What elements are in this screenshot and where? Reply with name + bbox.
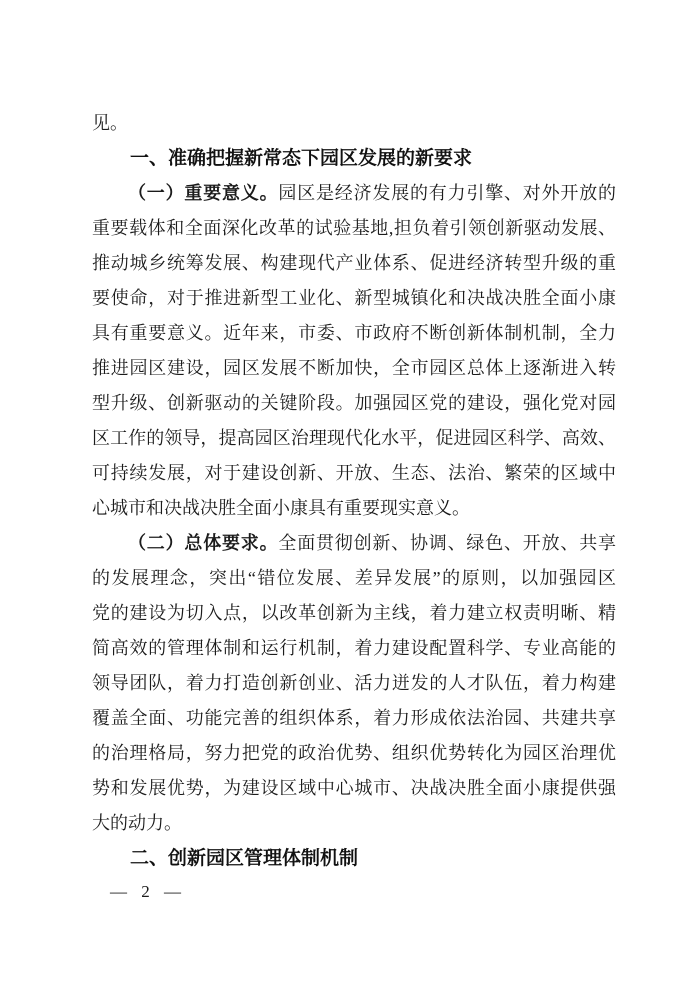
- section-heading-2: 二、创新园区管理体制机制: [130, 848, 359, 869]
- paragraph-2-line: 的发展理念，突出“错位发展、差异发展”的原则，以加强园区: [92, 568, 616, 588]
- paragraph-1-line: 要使命，对于推进新型工业化、新型城镇化和决战决胜全面小康: [92, 288, 616, 308]
- paragraph-2-line: 党的建设为切入点，以改革创新为主线，着力建立权责明晰、精: [92, 603, 616, 623]
- paragraph-1-line: 推动城乡统筹发展、构建现代产业体系、促进经济转型升级的重: [92, 253, 616, 273]
- paragraph-2-line: （二）总体要求。全面贯彻创新、协调、绿色、开放、共享: [128, 533, 616, 553]
- paragraph-continuation-line: 见。: [92, 113, 128, 133]
- document-body: [92, 106, 616, 876]
- paragraph-1-line: 推进园区建设，园区发展不断加快，全市园区总体上逐渐进入转: [92, 358, 616, 378]
- paragraph-2-line: 势和发展优势，为建设区域中心城市、决战决胜全面小康提供强: [92, 778, 616, 798]
- paragraph-1-line: 型升级、创新驱动的关键阶段。加强园区党的建设，强化党对园: [92, 393, 616, 413]
- section-heading-1: 一、准确把握新常态下园区发展的新要求: [130, 148, 473, 169]
- paragraph-1-line: 区工作的领导，提高园区治理现代化水平，促进园区科学、高效、: [92, 428, 616, 448]
- paragraph-1-line: （一）重要意义。园区是经济发展的有力引擎、对外开放的: [128, 183, 616, 203]
- paragraph-1-line: 心城市和决战决胜全面小康具有重要现实意义。: [92, 498, 470, 518]
- paragraph-1-line: 重要载体和全面深化改革的试验基地,担负着引领创新驱动发展、: [92, 218, 616, 238]
- paragraph-1-line: 可持续发展，对于建设创新、开放、生态、法治、繁荣的区域中: [92, 463, 616, 483]
- paragraph-1-line: 具有重要意义。近年来，市委、市政府不断创新体制机制，全力: [92, 323, 616, 343]
- paragraph-2-line: 覆盖全面、功能完善的组织体系，着力形成依法治园、共建共享: [92, 708, 616, 728]
- paragraph-2-line: 领导团队，着力打造创新创业、活力迸发的人才队伍，着力构建: [92, 673, 616, 693]
- paragraph-lead-label: （一）重要意义。: [128, 183, 279, 203]
- page-number: — 2 —: [110, 882, 184, 901]
- paragraph-2-line: 简高效的管理体制和运行机制，着力建设配置科学、专业高能的: [92, 638, 616, 658]
- paragraph-lead-label: （二）总体要求。: [128, 533, 279, 553]
- paragraph-2-line: 大的动力。: [92, 813, 182, 833]
- paragraph-2-line: 的治理格局，努力把党的政治优势、组织优势转化为园区治理优: [92, 743, 616, 763]
